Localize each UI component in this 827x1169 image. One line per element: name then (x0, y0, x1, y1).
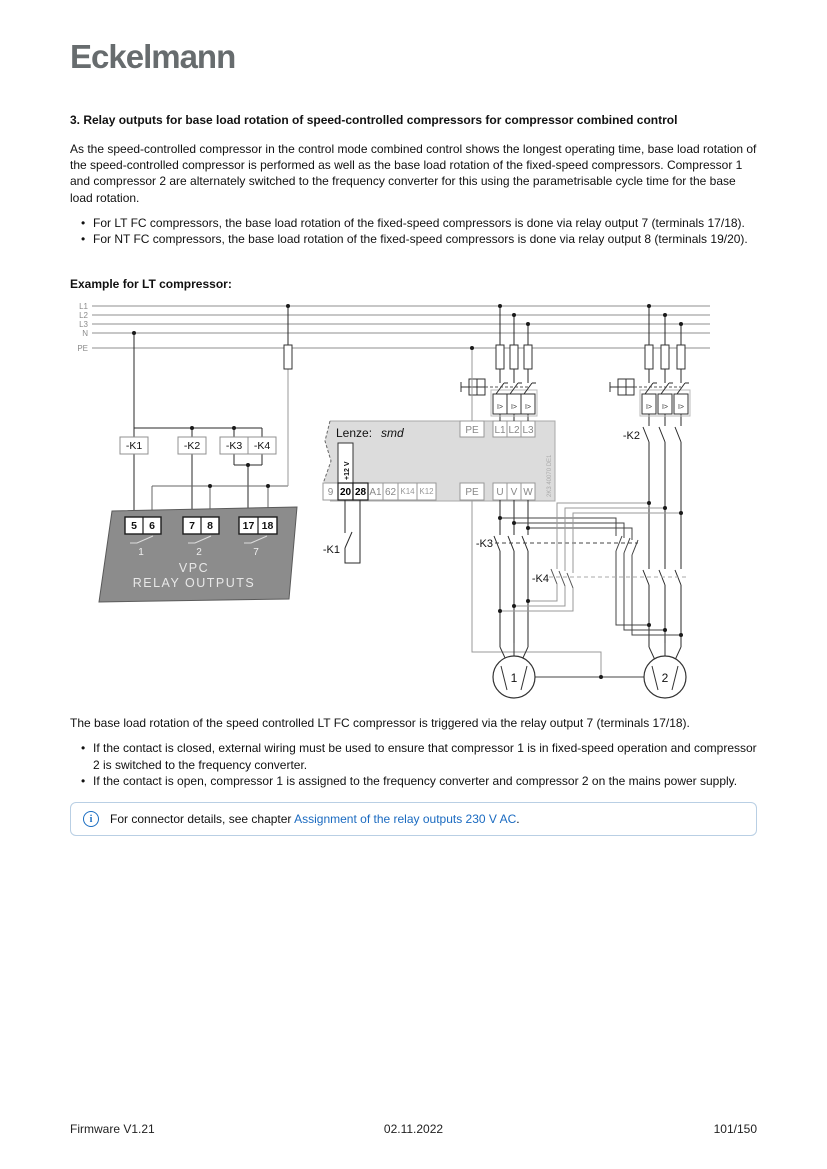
contact-label-k1: -K1 (322, 544, 340, 557)
fuse (677, 345, 685, 369)
footer-firmware: Firmware V1.21 (70, 1122, 155, 1136)
intro-paragraph: As the speed-controlled compressor in the control mode combined control shows the longest operating time, base load rotation of the speed-controlled compressor is performed as well as the base load rotation of the fixed-speed compressors. Compressor 1 and compressor 2 are alternately switched to the frequency converter for this using the parametrisable cycle time for the base load rotation. (70, 142, 757, 205)
list-item: • For LT FC compressors, the base load rotation of the fixed-speed compressors is done via relay output 7 (terminals 17/18). (70, 215, 757, 231)
bus-labels (77, 302, 88, 353)
list-item: • For NT FC compressors, the base load rotation of the fixed-speed compressors is done via relay output 8 (terminals 19/20). (70, 231, 757, 247)
terminal-v: V (510, 487, 518, 499)
bus-label-l1: L1 (79, 302, 88, 312)
bullet-list-1 (70, 215, 757, 247)
bus-label-l2: L2 (79, 311, 88, 321)
note-suffix: . (516, 812, 520, 827)
coil-circuit-wires (134, 333, 262, 517)
fuse (510, 345, 518, 369)
note-text (110, 812, 520, 826)
relay-number-7: 7 (253, 547, 259, 559)
bus-label-pe: PE (77, 344, 88, 354)
contactor-coils (120, 437, 276, 454)
inverter-terminal-l1: L1 (494, 425, 506, 437)
vpc-terminal-17: 17 (242, 520, 255, 533)
crossover-fc-to-motor2 (500, 518, 681, 635)
terminal-k14: K14 (400, 487, 415, 497)
inverter-brand: Lenze: (336, 426, 373, 441)
terminal-62: 62 (384, 487, 397, 499)
k2-contacts (643, 427, 681, 647)
vpc-subtitle: RELAY OUTPUTS (132, 576, 256, 591)
contact-label-k4: -K4 (531, 573, 549, 586)
overcurrent-symbol: I> (645, 404, 653, 412)
section-heading: 3. Relay outputs for base load rotation of speed-controlled compressors for compressor combined control (70, 113, 678, 127)
vpc-relay-block (99, 507, 297, 602)
contact-label-k2: -K2 (622, 430, 640, 443)
list-item: • If the contact is closed, external wiring must be used to ensure that compressor 1 is in fixed-speed operation and compressor 2 is switched to the frequency converter. (70, 740, 757, 772)
terminal-20: 20 (339, 487, 352, 499)
list-item: • If the contact is open, compressor 1 is assigned to the frequency converter and compressor 2 on the mains power supply. (70, 773, 757, 789)
fuse (661, 345, 669, 369)
coil-label-k3: -K3 (225, 440, 243, 453)
coil-label-k1: -K1 (125, 440, 143, 453)
overcurrent-symbol: I> (661, 404, 669, 412)
terminal-pe-bottom: PE (465, 487, 479, 499)
k3-contacts (494, 500, 528, 647)
overcurrent-symbol: I> (510, 404, 518, 412)
vpc-terminal-6: 6 (149, 520, 155, 533)
overcurrent-symbol: I> (496, 404, 504, 412)
contact-label-k3: -K3 (475, 538, 493, 551)
vpc-terminal-5: 5 (131, 520, 137, 533)
wiring-diagram (0, 295, 827, 705)
terminal-a1: A1 (369, 487, 382, 499)
vpc-terminal-8: 8 (207, 520, 213, 533)
overcurrent-symbol: I> (677, 404, 685, 412)
terminal-28: 28 (354, 487, 367, 499)
footer-date: 02.11.2022 (383, 1122, 444, 1136)
relay-number-1: 1 (138, 547, 144, 559)
terminal-u: U (496, 487, 504, 499)
inverter-side-code: 2K3 40070 DE1 (547, 454, 553, 498)
compressor-2-number: 2 (661, 671, 669, 686)
info-note (70, 802, 757, 836)
vpc-title: VPC (178, 561, 210, 576)
vpc-terminal-18: 18 (261, 520, 274, 533)
info-icon: i (83, 811, 99, 827)
bus-label-n: N (82, 329, 88, 339)
bullet-list-2 (70, 740, 757, 789)
inverter-terminal-l3: L3 (522, 425, 534, 437)
terminal-9: 9 (327, 487, 334, 499)
bus-lines (92, 306, 710, 348)
coil-label-k2: -K2 (183, 440, 201, 453)
page-footer (70, 1122, 757, 1136)
chapter-link[interactable]: Assignment of the relay outputs 230 V AC (294, 812, 517, 827)
inverter-block (323, 421, 555, 501)
relay-number-2: 2 (196, 547, 202, 559)
fuse (645, 345, 653, 369)
vpc-terminal-7: 7 (189, 520, 195, 533)
crossover-mains-to-motor1 (500, 503, 681, 611)
overcurrent-symbol: I> (524, 404, 532, 412)
result-paragraph: The base load rotation of the speed controlled LT FC compressor is triggered via the relay output 7 (terminals 17/18). (70, 716, 690, 731)
company-logo: Eckelmann (70, 38, 236, 75)
note-prefix: For connector details, see chapter (110, 812, 295, 827)
compressor-1-number: 1 (510, 671, 518, 686)
fuse-control (284, 345, 292, 369)
terminal-k12: K12 (419, 487, 434, 497)
bus-label-l3: L3 (79, 320, 88, 330)
terminal-w: W (523, 487, 533, 499)
inverter-terminal-pe-top: PE (465, 425, 479, 437)
fuse (496, 345, 504, 369)
example-heading: Example for LT compressor: (70, 277, 232, 292)
inverter-model: smd (381, 426, 404, 441)
k1-contact-loop (345, 500, 360, 563)
inverter-terminal-l2: L2 (508, 425, 520, 437)
footer-page-number: 101/150 (713, 1122, 757, 1136)
fuse (524, 345, 532, 369)
wiring-diagram-svg (0, 295, 827, 705)
coil-label-k4: -K4 (253, 440, 271, 453)
aux-12v-label: +12 V (344, 461, 351, 481)
